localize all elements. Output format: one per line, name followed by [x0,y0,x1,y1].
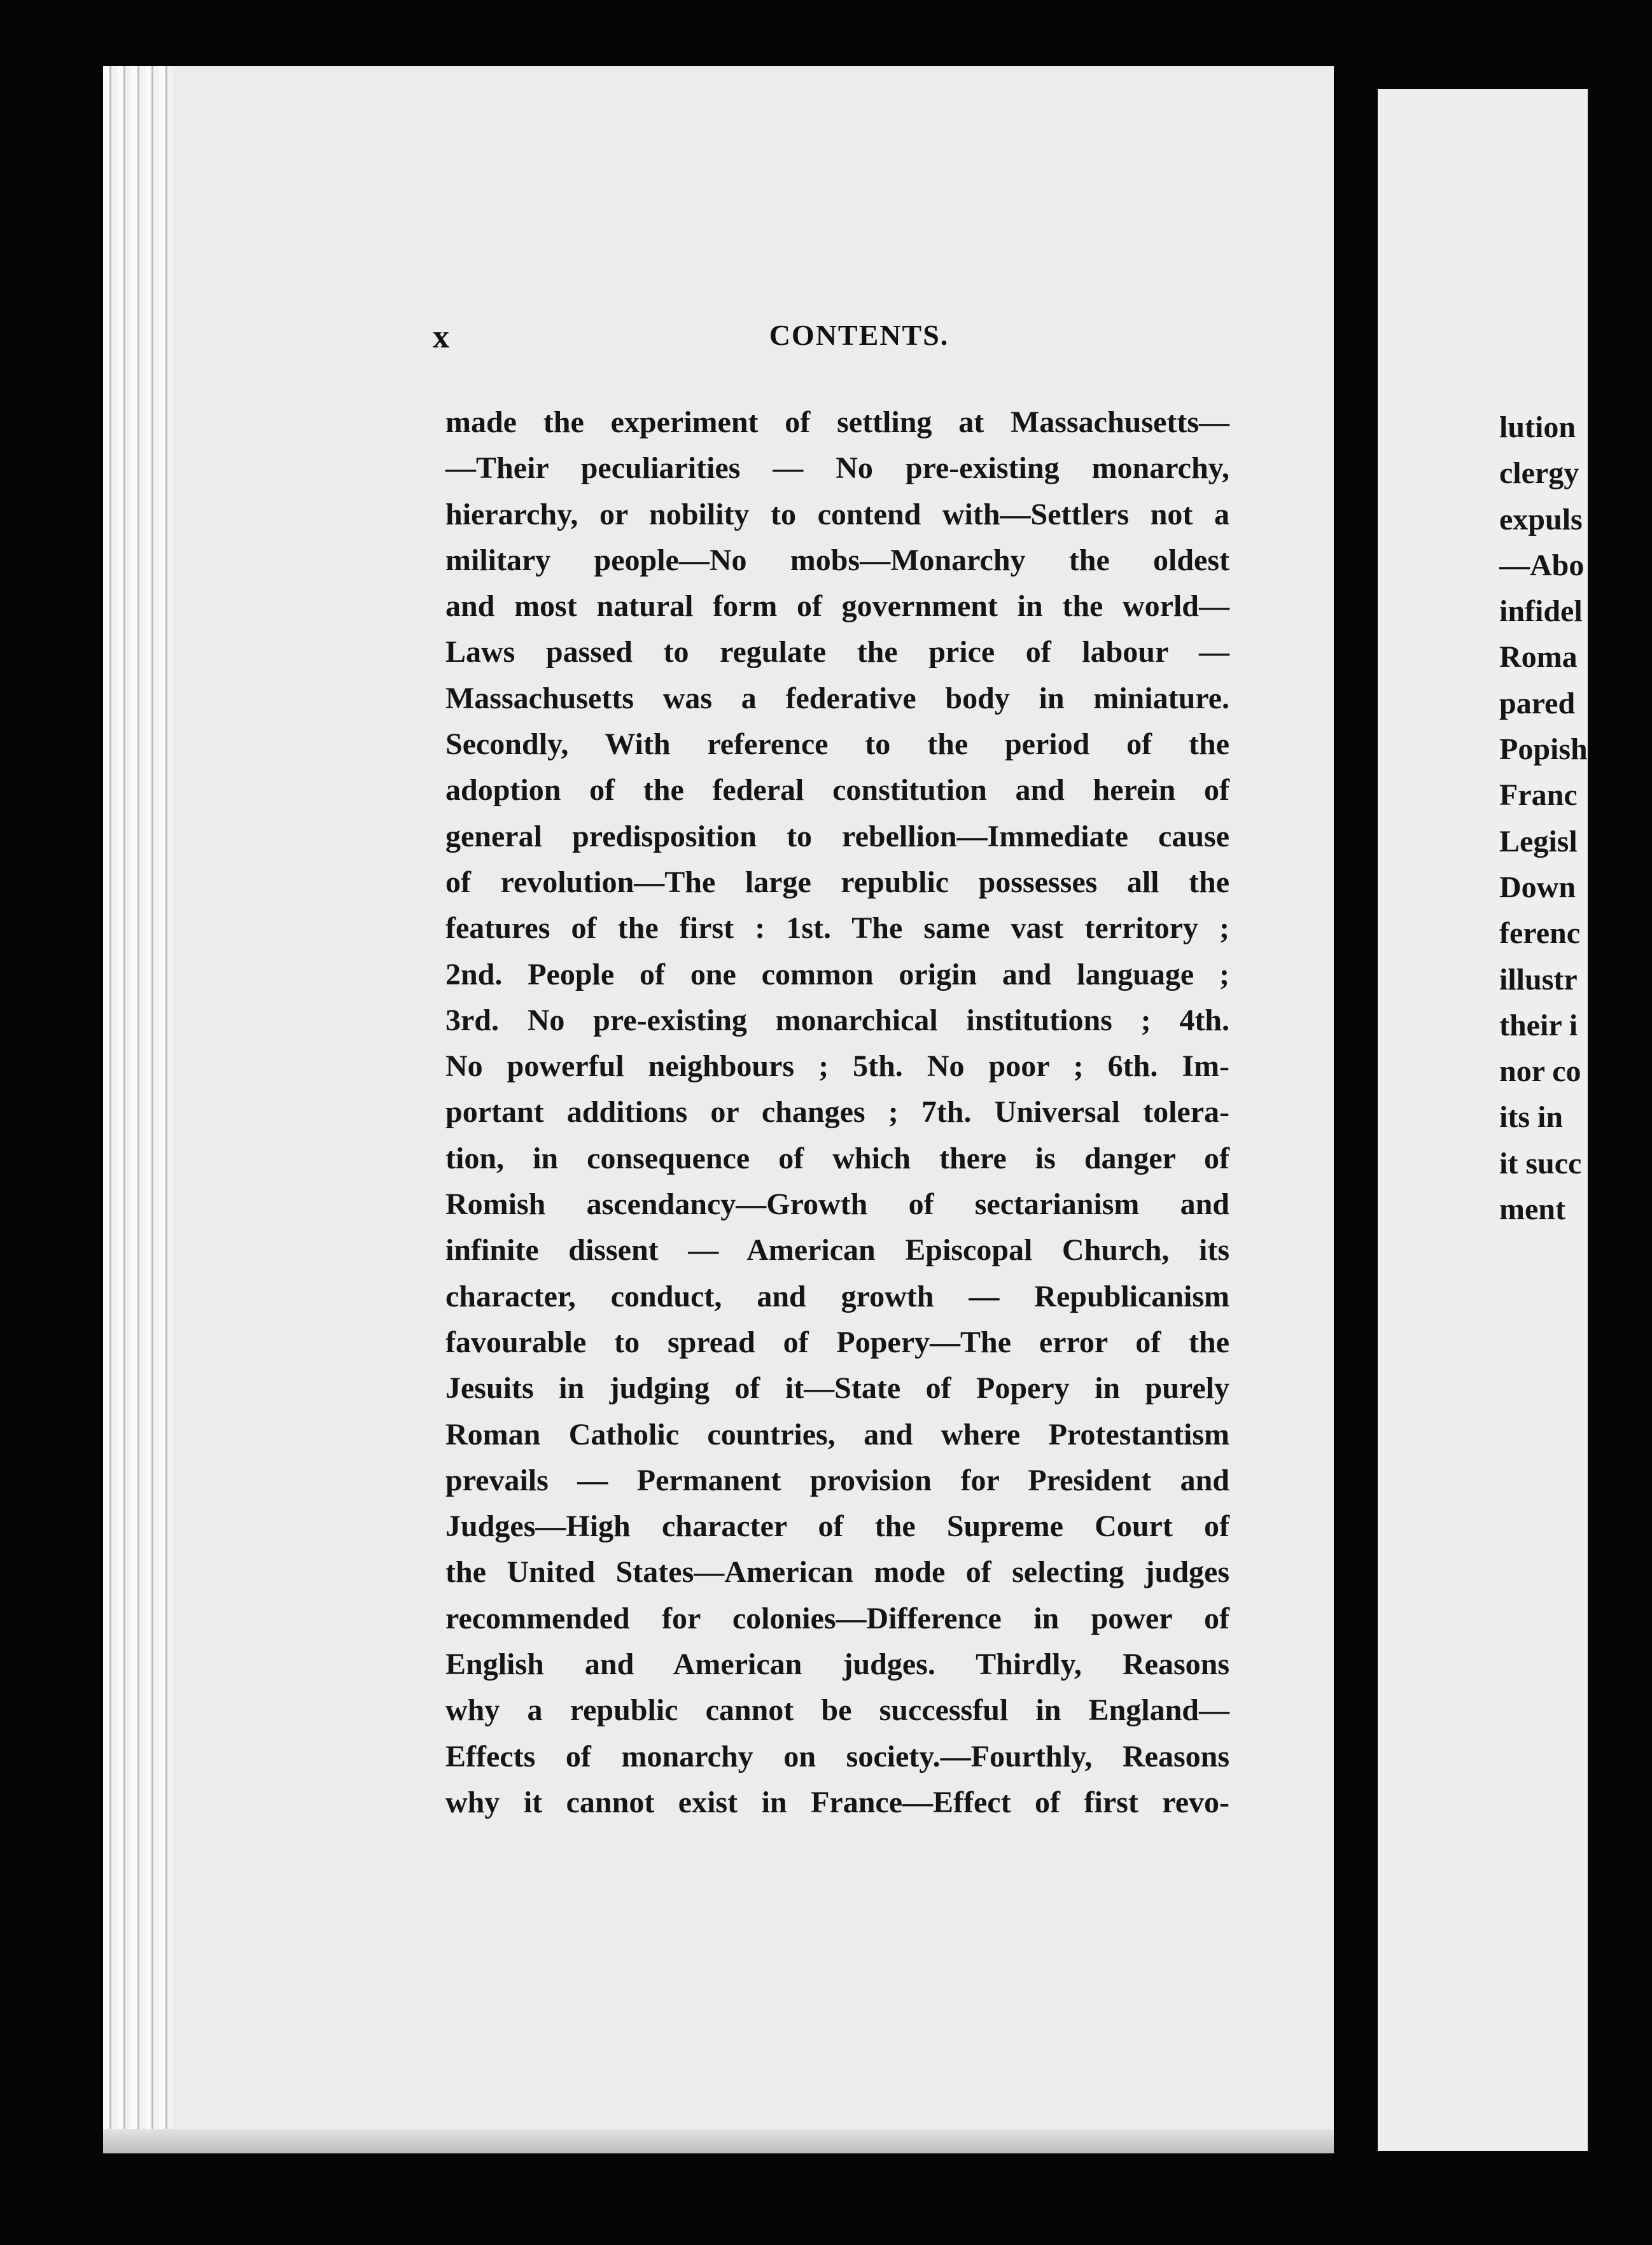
text-line: its in [1499,1100,1564,1135]
text-line: infinite dissent — American Episcopal Church, its [445,1233,1229,1268]
text-line: Massachusetts was a federative body in miniature. [445,681,1229,715]
text-line: tion, in consequence of which there is danger of [445,1141,1229,1175]
text-line: No powerful neighbours ; 5th. No poor ; 6th. Im- [445,1049,1229,1084]
text-line: their i [1499,1008,1578,1042]
text-line: ment [1499,1192,1565,1227]
text-line: of revolution—The large republic possesses all the [445,865,1229,899]
text-line: nor co [1499,1054,1581,1089]
text-line: English and American judges. Thirdly, Reasons [445,1647,1229,1682]
text-line: 3rd. No pre-existing monarchical institutions ; 4th. [445,1003,1229,1037]
page-edges [103,66,173,2153]
text-line: it succ [1499,1146,1582,1180]
facing-page-text [1499,405,1652,1233]
text-line: general predisposition to rebellion—Immediate cause [445,819,1229,853]
running-head: CONTENTS. [769,319,949,351]
text-line: Laws passed to regulate the price of labour — [445,635,1229,669]
text-line: Effects of monarchy on society.—Fourthly, Reasons [445,1739,1229,1773]
text-line: Secondly, With reference to the period of the [445,727,1229,762]
text-line: Legisl [1499,824,1578,858]
text-line: Popish [1499,732,1588,767]
text-line: made the experiment of settling at Massachusetts— [445,405,1229,439]
text-line: Romish ascendancy—Growth of sectarianism and [445,1187,1229,1222]
text-line: why it cannot exist in France—Effect of first revo- [445,1785,1229,1819]
text-line: why a republic cannot be successful in England— [445,1693,1229,1728]
page-number: x [433,319,449,355]
text-line: clergy [1499,456,1579,491]
text-line: —Abo [1499,548,1585,582]
text-line: military people—No mobs—Monarchy the oldest [445,543,1229,577]
text-line: Judges—High character of the Supreme Court of [445,1509,1229,1544]
text-line: expuls [1499,502,1583,536]
text-line: hierarchy, or nobility to contend with—Settlers not a [445,497,1229,531]
text-line: favourable to spread of Popery—The error of the [445,1325,1229,1359]
page-header [433,318,1285,369]
text-line: 2nd. People of one common origin and language ; [445,957,1229,991]
text-line: adoption of the federal constitution and herein of [445,773,1229,808]
text-line: Roma [1499,640,1578,675]
text-line: Franc [1499,778,1578,813]
text-line: portant additions or changes ; 7th. Universal tolera- [445,1095,1229,1129]
text-line: lution [1499,410,1576,444]
text-line: illustr [1499,962,1578,997]
text-line: pared [1499,686,1576,720]
text-line: the United States—American mode of selecting judges [445,1555,1229,1590]
text-line: —Their peculiarities — No pre-existing monarchy, [445,451,1229,486]
text-line: ferenc [1499,916,1581,951]
text-line: character, conduct, and growth — Republicanism [445,1279,1229,1313]
text-line: Roman Catholic countries, and where Protestantism [445,1417,1229,1451]
page-bottom-edge [103,2129,1334,2153]
contents-text [445,400,1229,1826]
text-line: features of the first : 1st. The same vast territory ; [445,911,1229,946]
text-line: infidel [1499,594,1583,629]
text-line: Jesuits in judging of it—State of Popery in purely [445,1371,1229,1406]
text-line: and most natural form of government in the world— [445,589,1229,624]
text-line: prevails — Permanent provision for President and [445,1463,1229,1497]
text-line: recommended for colonies—Difference in power of [445,1601,1229,1635]
text-line: Down [1499,870,1576,904]
